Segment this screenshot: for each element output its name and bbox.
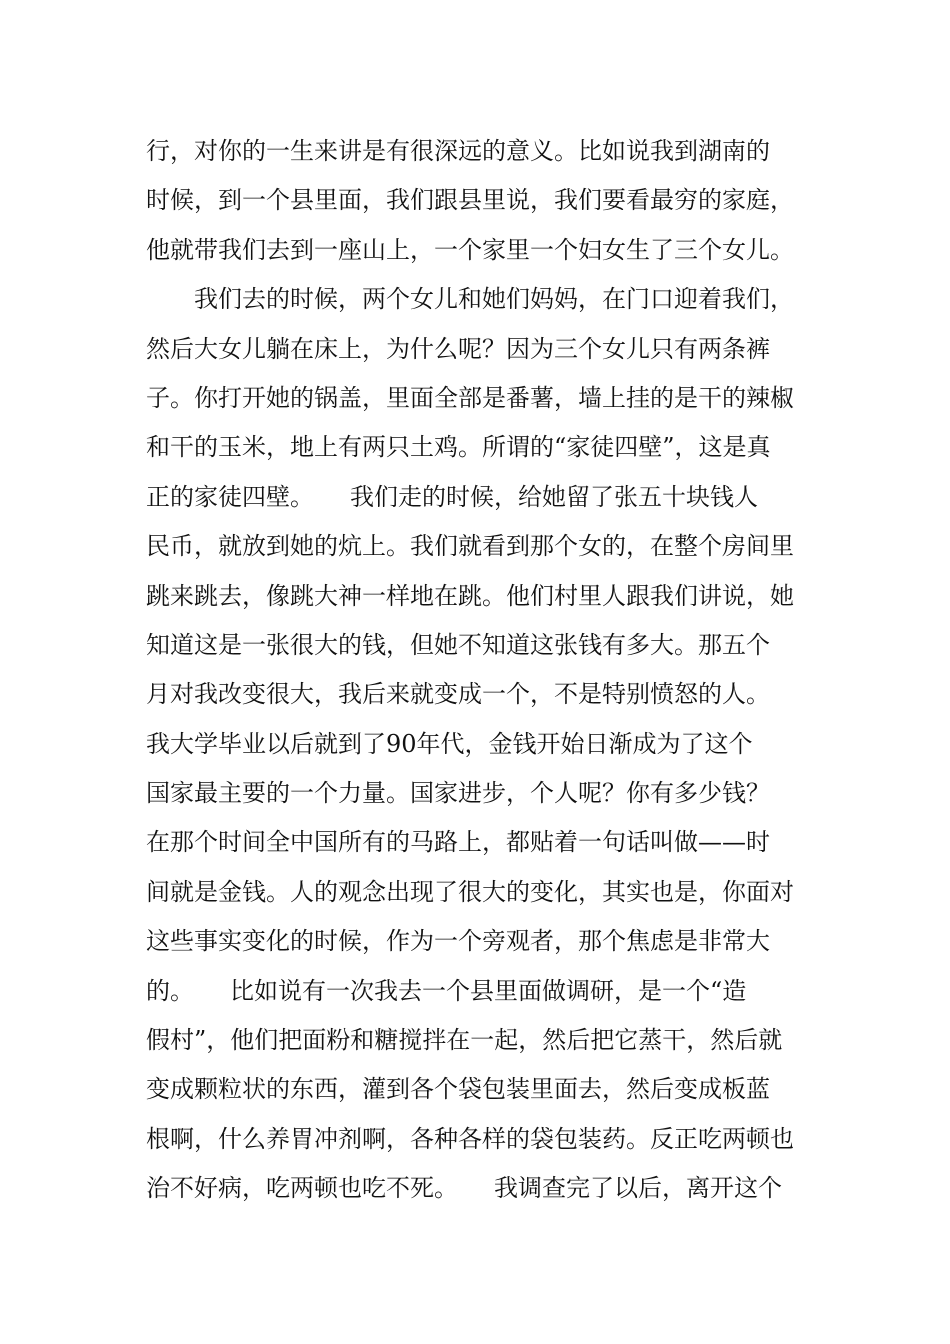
text-line: 时候，到一个县里面，我们跟县里说，我们要看最穷的家庭， <box>146 186 794 215</box>
text-line: 正的家徒四壁。 我们走的时候，给她留了张五十块钱人 <box>146 482 758 511</box>
text-line: 子。你打开她的锅盖，里面全部是番薯，墙上挂的是干的辣椒 <box>146 383 794 412</box>
text-line: 和干的玉米，地上有两只土鸡。所谓的“家徒四壁”，这是真 <box>146 433 771 462</box>
text-line: 在那个时间全中国所有的马路上，都贴着一句话叫做——时 <box>146 828 770 857</box>
text-line: 跳来跳去，像跳大神一样地在跳。他们村里人跟我们讲说，她 <box>146 581 794 610</box>
text-line: 月对我改变很大，我后来就变成一个，不是特别愤怒的人。 <box>146 680 770 709</box>
text-line: 间就是金钱。人的观念出现了很大的变化，其实也是，你面对 <box>146 877 794 906</box>
text-line: 这些事实变化的时候，作为一个旁观者，那个焦虑是非常大 <box>146 927 770 956</box>
text-line: 治不好病，吃两顿也吃不死。 我调查完了以后，离开这个 <box>146 1174 782 1203</box>
text-line: 我们去的时候，两个女儿和她们妈妈，在门口迎着我们， <box>146 285 794 314</box>
text-line: 他就带我们去到一座山上，一个家里一个妇女生了三个女儿。 <box>146 235 794 264</box>
text-line: 变成颗粒状的东西，灌到各个袋包装里面去，然后变成板蓝 <box>146 1075 770 1104</box>
text-line: 行，对你的一生来讲是有很深远的意义。比如说我到湖南的 <box>146 137 770 165</box>
text-line: 我大学毕业以后就到了90年代，金钱开始日渐成为了这个 <box>146 729 753 758</box>
text-line: 民币，就放到她的炕上。我们就看到那个女的，在整个房间里 <box>146 532 794 561</box>
text-line: 然后大女儿躺在床上，为什么呢？因为三个女儿只有两条裤 <box>146 334 770 363</box>
text-line: 的。 比如说有一次我去一个县里面做调研，是一个“造 <box>146 976 747 1005</box>
body-text <box>146 127 826 1214</box>
text-line: 假村”，他们把面粉和糖搅拌在一起，然后把它蒸干，然后就 <box>146 1026 783 1055</box>
text-line: 国家最主要的一个力量。国家进步，个人呢？你有多少钱？ <box>146 779 770 808</box>
text-line: 根啊，什么养胃冲剂啊，各种各样的袋包装药。反正吃两顿也 <box>146 1124 794 1153</box>
text-line: 知道这是一张很大的钱，但她不知道这张钱有多大。那五个 <box>146 630 770 659</box>
